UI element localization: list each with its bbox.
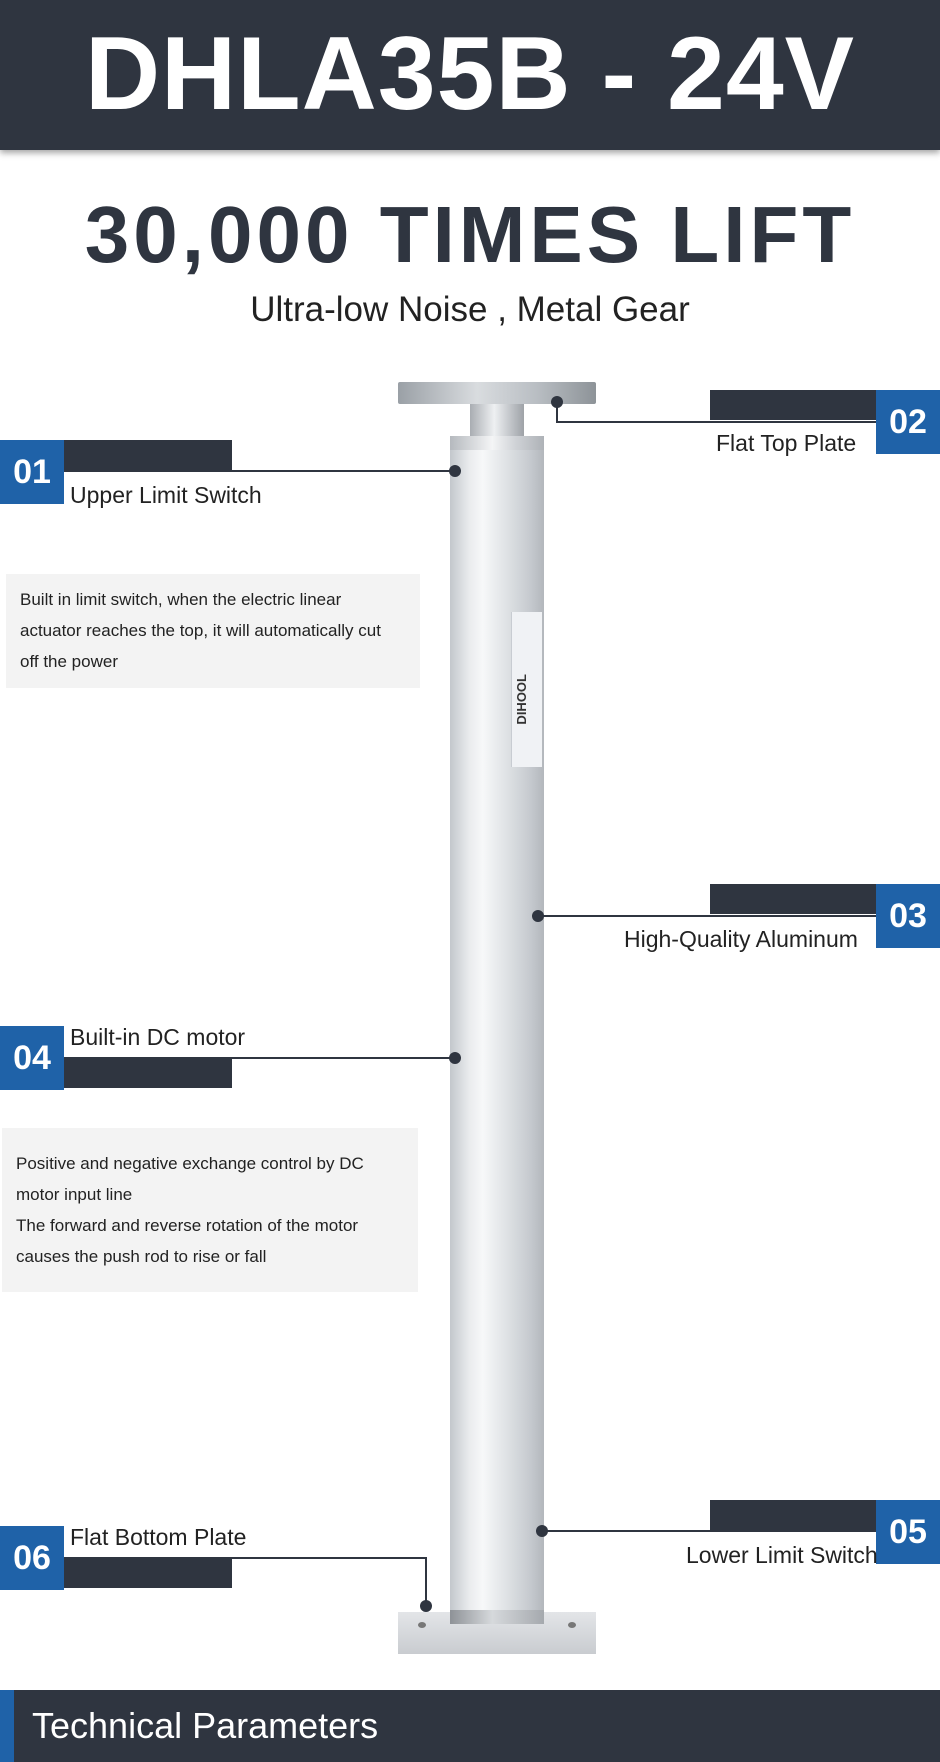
callout-bar [710, 884, 876, 914]
callout-leader-line [542, 1530, 876, 1532]
note-line: motor input line [16, 1185, 133, 1204]
headline: 30,000 TIMES LIFT [84, 190, 856, 279]
callout-dot [449, 1052, 461, 1064]
note-line: The forward and reverse rotation of the motor [16, 1216, 359, 1235]
callout-dot [449, 465, 461, 477]
upper-limit-switch-note [6, 574, 420, 688]
callout-number: 01 [0, 440, 64, 504]
callout-label: Lower Limit Switch [686, 1542, 878, 1568]
callout-number: 02 [876, 390, 940, 454]
callout-leader-line [538, 915, 876, 917]
callout-dot [532, 910, 544, 922]
callout-bar [710, 1500, 876, 1530]
callout-number: 04 [0, 1026, 64, 1090]
brand-label: DIHOOL [514, 674, 529, 725]
product-title: DHLA35B - 24V [84, 16, 856, 132]
callout-leader-line [64, 1057, 456, 1059]
callout-dot [536, 1525, 548, 1537]
callout-label: Flat Bottom Plate [70, 1524, 247, 1550]
note-line: actuator reaches the top, it will automatically cut [20, 621, 381, 640]
footer-accent-bar [0, 1690, 14, 1762]
note-line: causes the push rod to rise or fall [16, 1247, 267, 1266]
callout-label: Built-in DC motor [70, 1024, 246, 1050]
dc-motor-note [2, 1128, 418, 1292]
tube-collar [450, 436, 544, 450]
callout-label: High-Quality Aluminum [624, 926, 858, 952]
section-title: Technical Parameters [32, 1705, 379, 1746]
note-line: off the power [20, 652, 118, 671]
callout-dot [551, 396, 563, 408]
note-line: Positive and negative exchange control by DC [16, 1154, 364, 1173]
subheadline: Ultra-low Noise , Metal Gear [250, 290, 690, 329]
top-plate [398, 382, 596, 404]
callout-number: 05 [876, 1500, 940, 1564]
callout-leader-line [425, 1557, 427, 1605]
title-banner [0, 0, 940, 150]
technical-parameters-banner [0, 1690, 940, 1762]
tube-foot-ring [450, 1610, 544, 1624]
callout-leader-line [64, 470, 456, 472]
callout-bar [710, 390, 876, 420]
callout-leader-line [556, 421, 876, 423]
callout-dot [420, 1600, 432, 1612]
callout-label: Upper Limit Switch [70, 482, 262, 508]
product-label-sticker [511, 612, 542, 767]
callout-bar [64, 440, 232, 470]
callout-leader-line [64, 1557, 426, 1559]
callout-bar [64, 1058, 232, 1088]
push-rod [470, 404, 524, 438]
callout-number: 06 [0, 1526, 64, 1590]
callout-number: 03 [876, 884, 940, 948]
callout-label: Flat Top Plate [716, 430, 857, 456]
callout-bar [64, 1558, 232, 1588]
note-line: Built in limit switch, when the electric linear [20, 590, 342, 609]
